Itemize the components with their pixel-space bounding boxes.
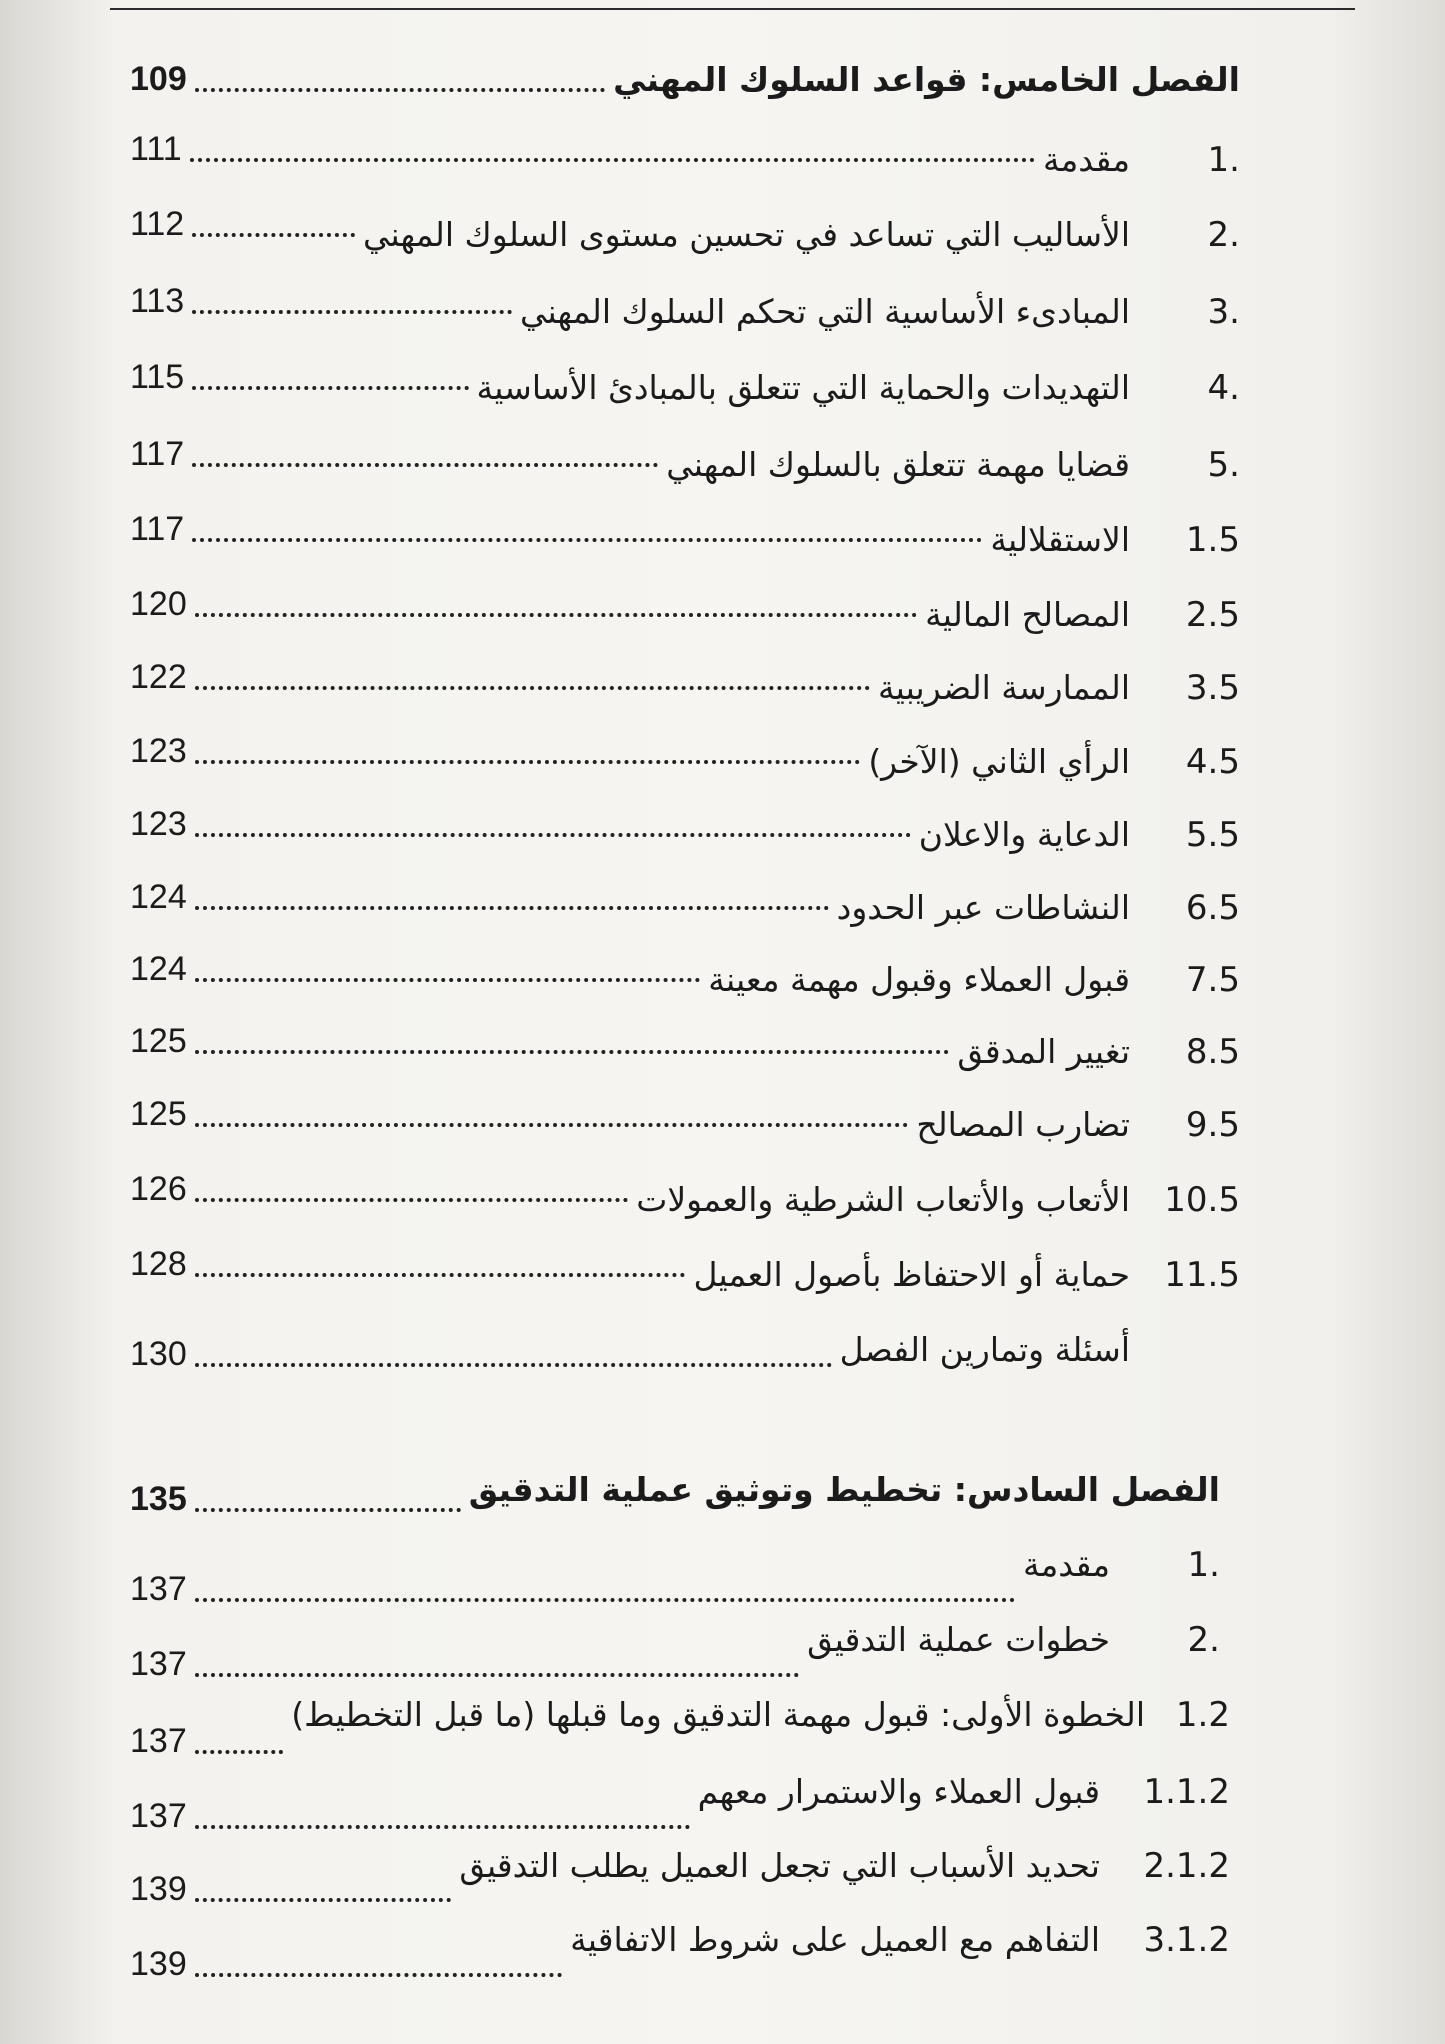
entry-number: 1. [1187, 1545, 1220, 1585]
page-number: 139 [130, 1945, 187, 1983]
leader-dots [195, 1562, 1015, 1602]
entry-number: 1.1.2 [1143, 1772, 1230, 1812]
entry-label: تضارب المصالح [916, 1105, 1130, 1144]
entry-label: المبادىء الأساسية التي تحكم السلوك المهني [520, 292, 1130, 331]
leader-dots [190, 122, 1035, 162]
leader-dots [195, 724, 861, 764]
entry-label: الرأي الثاني (الآخر) [868, 742, 1130, 781]
entry-label: الممارسة الضريبية [877, 668, 1130, 707]
entry-number: 7.5 [1185, 960, 1240, 1000]
toc-entry [130, 282, 1240, 352]
entry-label: تغيير المدقق [957, 1032, 1130, 1071]
toc-entry [130, 1920, 1240, 1983]
entry-label: مقدمة [1022, 1545, 1110, 1584]
entry-label: خطوات عملية التدقيق [807, 1620, 1110, 1659]
entry-number: 9.5 [1185, 1105, 1240, 1145]
entry-number: 2.1.2 [1143, 1846, 1230, 1886]
page-number: 130 [130, 1335, 187, 1373]
page-number: 123 [130, 732, 187, 770]
page-number: 137 [130, 1722, 187, 1760]
chapter-title: الفصل الخامس: قواعد السلوك المهني [613, 60, 1240, 99]
leader-dots [195, 797, 911, 837]
toc-entry [130, 1170, 1240, 1240]
toc-entry [130, 878, 1240, 948]
entry-number: 1.5 [1185, 520, 1240, 560]
toc-entry [130, 732, 1240, 802]
entry-number: 11.5 [1164, 1255, 1240, 1295]
entry-label: النشاطات عبر الحدود [836, 888, 1130, 927]
entry-number: 5.5 [1185, 815, 1240, 855]
entry-number: 2. [1207, 215, 1240, 255]
leader-dots [195, 577, 917, 617]
leader-dots [195, 1014, 950, 1054]
page-number: 137 [130, 1645, 187, 1683]
entry-label: المصالح المالية [925, 595, 1130, 634]
entry-number: 3. [1207, 292, 1240, 332]
toc-entry [130, 510, 1240, 580]
entry-number: 1.2 [1175, 1695, 1230, 1735]
entry-label: أسئلة وتمارين الفصل [839, 1330, 1130, 1369]
toc-entry [130, 1772, 1240, 1835]
leader-dots [195, 1714, 284, 1754]
page-number: 137 [130, 1570, 187, 1608]
entry-number: 3.5 [1185, 668, 1240, 708]
entry-label: التفاهم مع العميل على شروط الاتفاقية [570, 1920, 1100, 1959]
toc-entry [130, 1245, 1240, 1315]
page-number: 126 [130, 1170, 187, 1208]
toc-entry [130, 658, 1240, 728]
toc-entry [130, 358, 1240, 428]
entry-number: 6.5 [1185, 888, 1240, 928]
entry-label: التهديدات والحماية التي تتعلق بالمبادئ الأساسية [476, 368, 1130, 407]
toc-entry [130, 585, 1240, 655]
page-number: 112 [130, 205, 185, 243]
entry-number: 4.5 [1185, 742, 1240, 782]
toc-entry [130, 205, 1240, 275]
entry-label: الأساليب التي تساعد في تحسين مستوى السلوك المهني [363, 215, 1130, 254]
page-number: 124 [130, 950, 187, 988]
entry-label: قضايا مهمة تتعلق بالسلوك المهني [666, 445, 1130, 484]
toc-entry [130, 805, 1240, 875]
leader-dots [195, 942, 701, 982]
toc-entry [130, 1846, 1240, 1906]
entry-label: الاستقلالية [990, 520, 1130, 559]
toc-entry [130, 1620, 1240, 1683]
toc-entry [130, 435, 1240, 505]
entry-label: قبول العملاء وقبول مهمة معينة [708, 960, 1130, 999]
toc-entry [130, 1545, 1240, 1608]
page-number: 122 [130, 658, 187, 696]
page-number: 135 [130, 1480, 187, 1518]
toc-entry [130, 950, 1240, 1020]
entry-number: 8.5 [1185, 1032, 1240, 1072]
entry-number: 10.5 [1164, 1180, 1240, 1220]
page-number: 111 [130, 130, 182, 168]
entry-number: 2. [1187, 1620, 1220, 1660]
leader-dots [195, 1327, 832, 1367]
leader-dots [192, 502, 982, 542]
leader-dots [195, 52, 605, 92]
leader-dots [192, 274, 512, 314]
leader-dots [195, 1937, 562, 1977]
entry-number: 4. [1207, 368, 1240, 408]
chapter-title: الفصل السادس: تخطيط وتوثيق عملية التدقيق [468, 1470, 1220, 1509]
top-rule [110, 8, 1355, 10]
entry-number: 3.1.2 [1143, 1920, 1230, 1960]
leader-dots [195, 1789, 690, 1829]
toc-entry [130, 130, 1240, 200]
page-number: 117 [130, 510, 185, 548]
page-number: 125 [130, 1095, 187, 1133]
page-number: 137 [130, 1797, 187, 1835]
page-number: 113 [130, 282, 185, 320]
leader-dots [192, 350, 468, 390]
leader-dots [195, 870, 829, 910]
page-number: 128 [130, 1245, 187, 1283]
toc-entry [130, 1330, 1240, 1390]
leader-dots [195, 1162, 629, 1202]
toc-entry [130, 1695, 1240, 1760]
leader-dots [195, 1637, 799, 1677]
leader-dots [195, 1087, 909, 1127]
entry-label: تحديد الأسباب التي تجعل العميل يطلب التدقيق [459, 1846, 1100, 1885]
toc-entry [130, 1095, 1240, 1165]
page-number: 139 [130, 1870, 187, 1908]
page-number: 115 [130, 358, 185, 396]
toc-entry [130, 1022, 1240, 1092]
entry-label: الدعاية والاعلان [918, 815, 1130, 854]
page-number: 109 [130, 60, 187, 98]
entry-label: الأتعاب والأتعاب الشرطية والعمولات [636, 1180, 1130, 1219]
page-number: 117 [130, 435, 185, 473]
entry-label: الخطوة الأولى: قبول مهمة التدقيق وما قبلها (ما قبل التخطيط) [291, 1695, 1145, 1734]
leader-dots [195, 650, 870, 690]
entry-label: مقدمة [1042, 140, 1130, 179]
page-number: 125 [130, 1022, 187, 1060]
leader-dots [192, 197, 355, 237]
entry-number: 2.5 [1185, 595, 1240, 635]
page-number: 124 [130, 878, 187, 916]
entry-label: قبول العملاء والاستمرار معهم [697, 1772, 1100, 1811]
chapter-heading [130, 60, 1240, 120]
leader-dots [195, 1862, 452, 1902]
entry-number: 1. [1207, 140, 1240, 180]
entry-number: 5. [1207, 445, 1240, 485]
page-number: 120 [130, 585, 187, 623]
leader-dots [195, 1472, 461, 1512]
entry-label: حماية أو الاحتفاظ بأصول العميل [693, 1255, 1130, 1294]
leader-dots [192, 427, 658, 467]
page-number: 123 [130, 805, 187, 843]
chapter-heading [130, 1470, 1240, 1530]
leader-dots [195, 1237, 686, 1277]
